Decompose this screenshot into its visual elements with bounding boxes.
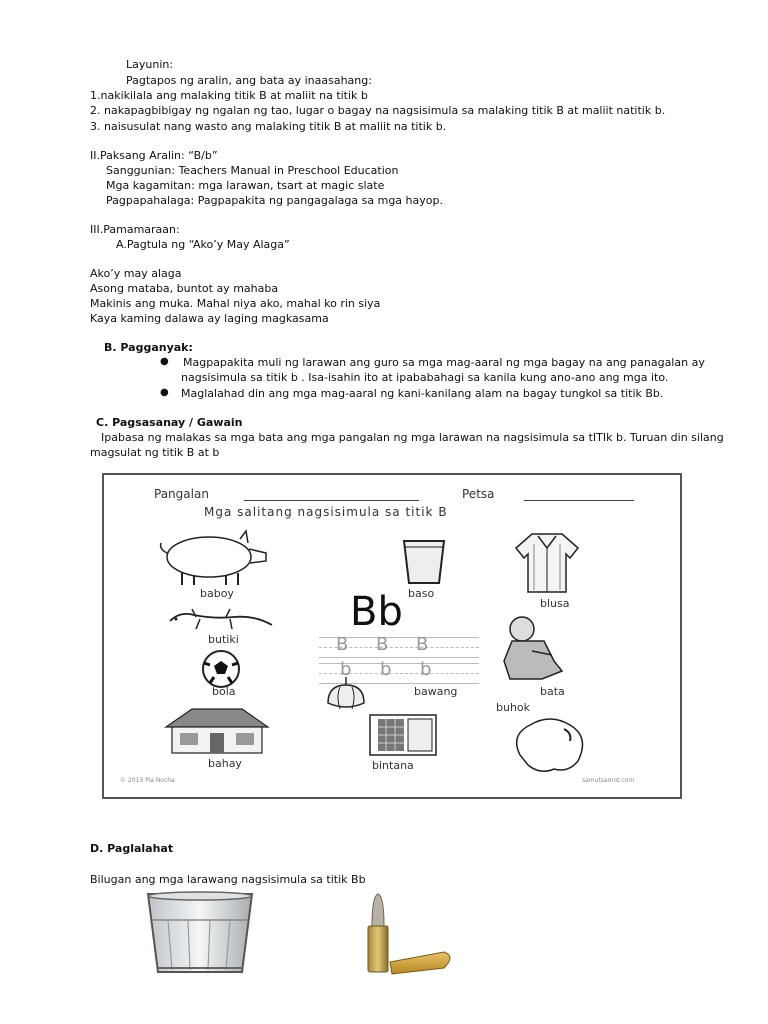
objective-item-1: 1.nakikilala ang malaking titik B at maliit na titik b bbox=[90, 89, 368, 102]
d-instruction: Bilugan ang mga larawang nagsisimula sa titik Bb bbox=[90, 873, 366, 886]
procedure-d-heading: D. Paglalahat bbox=[90, 842, 174, 855]
pig-icon bbox=[154, 527, 274, 589]
name-line bbox=[244, 500, 419, 501]
date-line bbox=[524, 500, 634, 501]
worksheet-footer-right: samutsamot.com bbox=[582, 777, 635, 784]
drinking-glass-photo bbox=[138, 890, 262, 976]
trace-upper-1: B bbox=[336, 634, 357, 655]
word-baboy: baboy bbox=[200, 587, 234, 600]
word-buhok: buhok bbox=[496, 701, 531, 714]
trace-lower-2: b bbox=[380, 659, 392, 680]
objective-item-3: 3. naisusulat nang wasto ang malaking titik B at maliit na titik b. bbox=[90, 120, 447, 133]
poem-line-2: Asong mataba, buntot ay mahaba bbox=[90, 282, 279, 295]
objectives-heading: Layunin: bbox=[126, 58, 174, 71]
procedure-c-heading: C. Pagsasanay / Gawain bbox=[96, 416, 243, 429]
trace-upper-3: B bbox=[416, 634, 429, 655]
garlic-icon bbox=[318, 673, 374, 713]
trace-lower-3: b bbox=[420, 659, 432, 680]
worksheet-name-label: Pangalan bbox=[154, 487, 209, 501]
bullet-dot-1: ● bbox=[160, 356, 169, 367]
word-baso: baso bbox=[408, 587, 435, 600]
house-icon bbox=[162, 703, 272, 755]
c-line-1: Ipabasa ng malakas sa mga bata ang mga pangalan ng mga larawan na nagsisimula sa tITIk b. Turuan din silang bbox=[101, 431, 724, 444]
worksheet-title: Mga salitang nagsisimula sa titik B bbox=[204, 505, 448, 519]
b-bullet-2: Maglalahad din ang mga mag-aaral ng kani-kanilang alam na bagay tungkol sa titik Bb. bbox=[181, 387, 664, 400]
b-bullet-1-line-2: nagsisimula sa titik b . Isa-isahin ito at ipababahagi sa kanila kung ano-ano ang mga ito. bbox=[181, 371, 669, 384]
poem-line-3: Makinis ang muka. Mahal niya ako, mahal ko rin siya bbox=[90, 297, 381, 310]
glass-icon bbox=[399, 537, 449, 587]
blouse-icon bbox=[512, 530, 582, 595]
trace-lower-1: b bbox=[340, 659, 352, 680]
word-blusa: blusa bbox=[540, 597, 570, 610]
subject-values: Pagpapahalaga: Pagpapakita ng pangagalaga sa mga hayop. bbox=[106, 194, 443, 207]
procedure-b-heading: B. Pagganyak: bbox=[104, 341, 193, 354]
procedure-a-heading: A.Pagtula ng “Ako’y May Alaga” bbox=[116, 238, 290, 251]
objectives-intro: Pagtapos ng aralin, ang bata ay inaasahang: bbox=[126, 74, 372, 87]
trace-upper-2: B bbox=[376, 634, 389, 655]
word-bintana: bintana bbox=[372, 759, 414, 772]
procedure-heading: III.Pamamaraan: bbox=[90, 223, 180, 236]
word-bawang: bawang bbox=[414, 685, 458, 698]
trace-rule-3 bbox=[319, 657, 479, 658]
word-butiki: butiki bbox=[208, 633, 239, 646]
child-icon bbox=[492, 611, 572, 686]
bullet-dot-2: ● bbox=[160, 387, 169, 398]
objective-item-2: 2. nakapagbibigay ng ngalan ng tao, lugar o bagay na nagsisimula sa malaking titik B at maliit natitik b. bbox=[90, 104, 666, 117]
poem-line-4: Kaya kaming dalawa ay laging magkasama bbox=[90, 312, 329, 325]
b-bullet-1-line-1: Magpapakita muli ng larawan ang guro sa mga mag-aaral ng mga bagay na ang panagalan ay bbox=[183, 356, 705, 369]
word-bola: bola bbox=[212, 685, 236, 698]
worksheet-date-label: Petsa bbox=[462, 487, 495, 501]
c-line-2: magsulat ng titik B at b bbox=[90, 446, 220, 459]
hair-icon bbox=[508, 715, 588, 775]
worksheet-footer-left: © 2013 Pia Nocha bbox=[120, 777, 175, 784]
poem-line-1: Ako’y may alaga bbox=[90, 267, 182, 280]
subject-reference: Sanggunian: Teachers Manual in Preschool Education bbox=[106, 164, 399, 177]
subject-materials: Mga kagamitan: mga larawan, tsart at magic slate bbox=[106, 179, 385, 192]
subject-heading: II.Paksang Aralin: “B/b” bbox=[90, 149, 218, 162]
word-bahay: bahay bbox=[208, 757, 242, 770]
big-letters-bb: Bb bbox=[350, 589, 403, 635]
ball-icon bbox=[196, 649, 246, 689]
bullet-photo bbox=[352, 890, 460, 976]
word-bata: bata bbox=[540, 685, 565, 698]
worksheet-image bbox=[102, 473, 682, 799]
window-icon bbox=[368, 713, 438, 757]
